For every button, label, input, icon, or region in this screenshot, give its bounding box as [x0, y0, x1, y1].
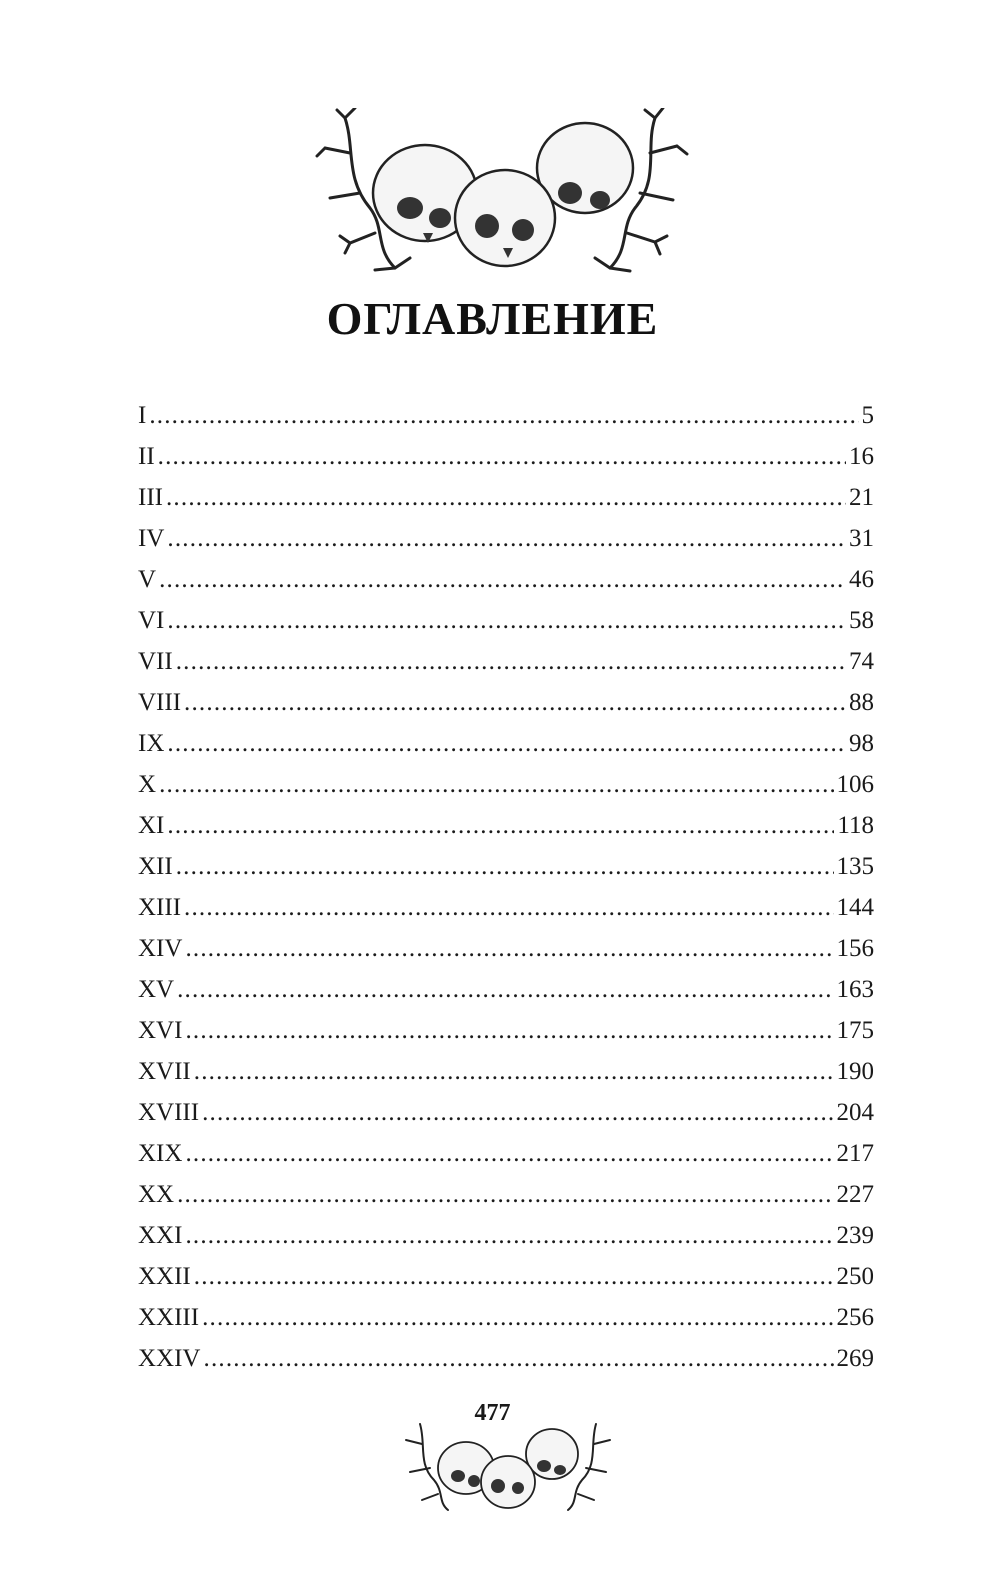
chapter-number: VII [138, 648, 173, 675]
chapter-number: XV [138, 976, 175, 1003]
dot-leader [185, 1215, 833, 1256]
page-ref: 144 [836, 894, 874, 921]
dot-leader [167, 805, 834, 846]
page-ref: 16 [849, 443, 874, 470]
chapter-number: III [138, 484, 163, 511]
dot-leader [159, 764, 833, 805]
chapter-number: XIII [138, 894, 182, 921]
dot-leader [149, 395, 858, 436]
page-ref: 21 [849, 484, 874, 511]
chapter-number: XIV [138, 935, 183, 962]
page-ref: 269 [836, 1345, 874, 1372]
page-ref: 163 [836, 976, 874, 1003]
chapter-number: XXII [138, 1263, 191, 1290]
dot-leader [167, 600, 846, 641]
toc-entry [138, 805, 874, 846]
toc-entry [138, 1297, 874, 1338]
toc-entry [138, 641, 874, 682]
toc-entry [138, 764, 874, 805]
chapter-number: XXIII [138, 1304, 200, 1331]
chapter-number: XVI [138, 1017, 183, 1044]
toc-entry [138, 518, 874, 559]
page-ref: 135 [836, 853, 874, 880]
toc-entry [138, 887, 874, 928]
page-ref: 58 [849, 607, 874, 634]
chapter-number: XI [138, 812, 165, 839]
page-ref: 239 [836, 1222, 874, 1249]
chapter-number: X [138, 771, 157, 798]
page-ref: 88 [849, 689, 874, 716]
page-ref: 106 [836, 771, 874, 798]
dot-leader [167, 518, 846, 559]
dot-leader [194, 1051, 834, 1092]
dot-leader [204, 1338, 834, 1379]
page-ref: 46 [849, 566, 874, 593]
toc-entry [138, 1092, 874, 1133]
chapter-number: XX [138, 1181, 175, 1208]
dot-leader [194, 1256, 834, 1297]
page-ref: 204 [836, 1099, 874, 1126]
toc-entry [138, 969, 874, 1010]
skulls-ornament-small-icon [402, 1418, 614, 1514]
chapter-number: XXI [138, 1222, 183, 1249]
chapter-number: V [138, 566, 157, 593]
toc-entry [138, 682, 874, 723]
chapter-number: XIX [138, 1140, 183, 1167]
dot-leader [184, 682, 846, 723]
chapter-number: XII [138, 853, 173, 880]
dot-leader [185, 1133, 833, 1174]
toc-entry [138, 723, 874, 764]
toc-entry [138, 600, 874, 641]
chapter-number: II [138, 443, 155, 470]
chapter-number: XXIV [138, 1345, 201, 1372]
toc-entry [138, 1133, 874, 1174]
dot-leader [167, 723, 846, 764]
toc-entry [138, 1051, 874, 1092]
chapter-number: XVII [138, 1058, 191, 1085]
page-ref: 227 [836, 1181, 874, 1208]
toc-entry [138, 1215, 874, 1256]
dot-leader [185, 928, 833, 969]
toc-entry [138, 559, 874, 600]
dot-leader [176, 846, 834, 887]
toc-entry [138, 1010, 874, 1051]
page-ref: 5 [861, 402, 874, 429]
page-ref: 250 [836, 1263, 874, 1290]
page-ref: 256 [836, 1304, 874, 1331]
chapter-number: VIII [138, 689, 182, 716]
toc-entry [138, 1174, 874, 1215]
page-ref: 118 [837, 812, 874, 839]
chapter-number: IV [138, 525, 165, 552]
skulls-ornament-icon [315, 108, 693, 278]
page-ref: 98 [849, 730, 874, 757]
page-ref: 156 [836, 935, 874, 962]
dot-leader [158, 436, 846, 477]
dot-leader [185, 1010, 833, 1051]
dot-leader [177, 969, 833, 1010]
chapter-number: IX [138, 730, 165, 757]
toc-entry [138, 1256, 874, 1297]
toc-entry [138, 477, 874, 518]
chapter-number: XVIII [138, 1099, 200, 1126]
chapter-number: VI [138, 607, 165, 634]
dot-leader [166, 477, 846, 518]
toc-entry [138, 436, 874, 477]
toc-entry [138, 846, 874, 887]
chapter-number: I [138, 402, 147, 429]
table-of-contents [138, 395, 874, 1379]
page-title: ОГЛАВЛЕНИЕ [326, 293, 659, 344]
page-ref: 190 [836, 1058, 874, 1085]
dot-leader [159, 559, 846, 600]
dot-leader [202, 1297, 833, 1338]
page-ref: 74 [849, 648, 874, 675]
page-ref: 175 [836, 1017, 874, 1044]
dot-leader [177, 1174, 833, 1215]
dot-leader [184, 887, 833, 928]
page-number: 477 [474, 1400, 511, 1426]
page-ref: 31 [849, 525, 874, 552]
toc-entry [138, 1338, 874, 1379]
toc-entry [138, 928, 874, 969]
page-ref: 217 [836, 1140, 874, 1167]
dot-leader [176, 641, 846, 682]
toc-entry [138, 395, 874, 436]
dot-leader [202, 1092, 833, 1133]
